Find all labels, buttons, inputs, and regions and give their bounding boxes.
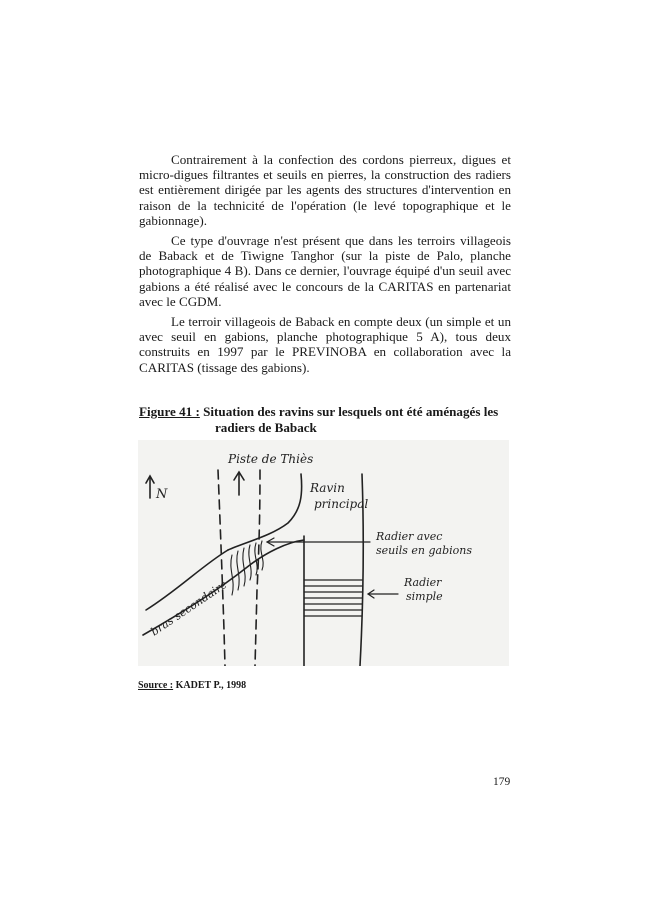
paragraph-1: Contrairement à la confection des cordons pierreux, digues et micro-digues filtrantes et seuils en pierres, la construction des radiers est entièrement dirigée par les agents des structures d'intervention en raison de la technicité de l'opération (le levé topographique et le gabionnage). (139, 152, 511, 228)
north-arrow-icon (146, 476, 154, 498)
figure-title-text: Situation des ravins sur lesquels ont été aménagés les (203, 404, 499, 419)
gabion-label-2: seuils en gabions (376, 544, 473, 557)
figure-title-line2: radiers de Baback (215, 420, 317, 435)
page-number: 179 (493, 776, 511, 788)
simple-label-2: simple (406, 590, 443, 603)
simple-radier-lines (304, 580, 362, 616)
paragraph-3: Le terroir villageois de Baback en compte deux (un simple et un avec seuil en gabions, planche photographique 5 A), tous deux construits en 1997 par le PREVINOBA en collaboration avec la CARITAS (tissage des gabions). (139, 314, 511, 375)
ravine-label-1: Ravin (310, 481, 345, 495)
source-label: Source : (138, 680, 174, 691)
source-line (138, 680, 246, 691)
ravine-label-2: principal (314, 497, 369, 511)
figure-label: Figure 41 : (139, 404, 200, 419)
road-label: Piste de Thiès (228, 452, 314, 466)
road-arrow-icon (234, 472, 244, 495)
ravine-sketch-drawing (138, 440, 509, 666)
north-label: N (156, 487, 168, 502)
figure-sketch (138, 440, 509, 666)
body-text (139, 152, 511, 380)
figure-title-line1 (139, 404, 511, 420)
gabion-label-1: Radier avec (376, 530, 443, 543)
road-lines (218, 470, 260, 666)
figure-title (139, 404, 511, 436)
simple-label-1: Radier (404, 576, 442, 589)
source-text: KADET P., 1998 (175, 680, 247, 691)
paragraph-2: Ce type d'ouvrage n'est présent que dans les terroirs villageois de Baback et de Tiwigne Tanghor (sur la piste de Palo, planche photographique 4 B). Dans ce dernier, l'ouvrage équipé d'un seuil avec gabions a été réalisé avec le concours de la CARITAS en partenariat avec le CGDM. (139, 233, 511, 309)
secondary-arm-label: bras secondaire (148, 577, 230, 639)
